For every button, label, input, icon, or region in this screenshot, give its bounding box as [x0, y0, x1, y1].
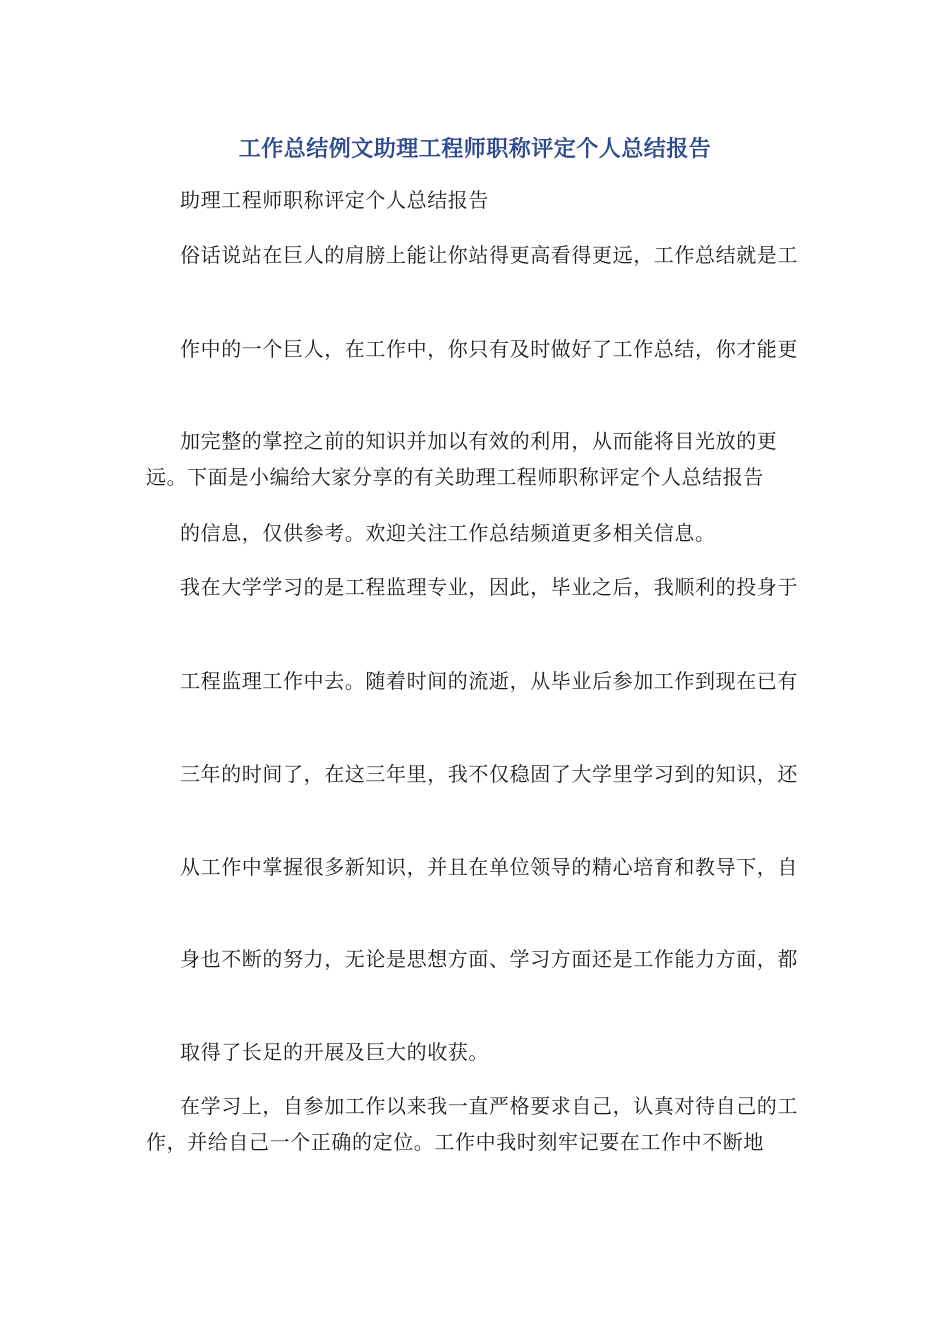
paragraph-3: 作中的一个巨人，在工作中，你只有及时做好了工作总结，你才能更: [180, 337, 798, 361]
paragraph-7: 工程监理工作中去。随着时间的流逝，从毕业后参加工作到现在已有: [180, 669, 798, 693]
paragraph-1: 助理工程师职称评定个人总结报告: [180, 188, 489, 212]
paragraph-12: 在学习上，自参加工作以来我一直严格要求自己，认真对待自己的工作，并给自己一个正确的定位。工作中我时刻牢记要在工作中不断地: [146, 1094, 798, 1154]
paragraph-4: 加完整的掌控之前的知识并加以有效的利用，从而能将目光放的更远。下面是小编给大家分享的有关助理工程师职称评定个人总结报告: [146, 429, 778, 489]
paragraph-9: 从工作中掌握很多新知识，并且在单位领导的精心培育和教导下，自: [180, 855, 798, 879]
paragraph-11: 取得了长足的开展及巨大的收获。: [180, 1040, 489, 1064]
paragraph-5: 的信息，仅供参考。欢迎关注工作总结频道更多相关信息。: [180, 521, 716, 545]
paragraph-8: 三年的时间了，在这三年里，我不仅稳固了大学里学习到的知识，还: [180, 762, 798, 786]
paragraph-10: 身也不断的努力，无论是思想方面、学习方面还是工作能力方面，都: [180, 947, 798, 971]
document-title: 工作总结例文助理工程师职称评定个人总结报告: [238, 137, 712, 162]
paragraph-6: 我在大学学习的是工程监理专业，因此，毕业之后，我顺利的投身于: [180, 575, 798, 599]
paragraph-2: 俗话说站在巨人的肩膀上能让你站得更高看得更远，工作总结就是工: [180, 243, 798, 267]
